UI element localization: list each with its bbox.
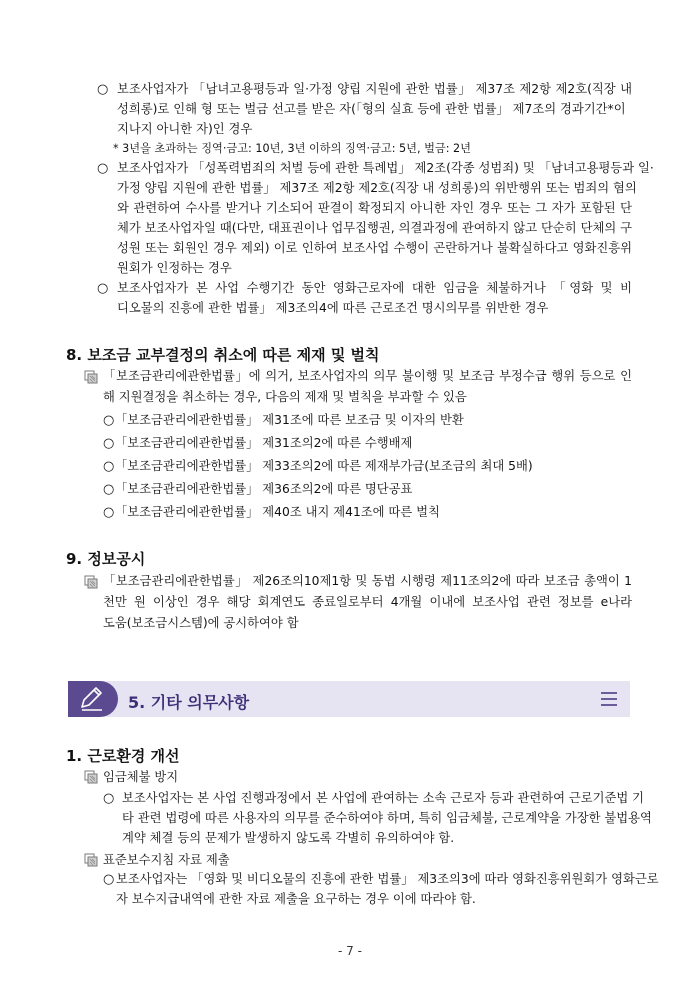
footnote: * 3년을 초과하는 징역·금고: 10년, 3년 이하의 징역·금고: 5년, 벌금: 2년 (113, 142, 471, 155)
section-9-line: 「보조금관리에관한법률」 제26조의10제1항 및 동법 시행령 제11조의2에 따라 보조금 총액이 1 (103, 574, 632, 588)
circle-bullet-icon: ○ (103, 459, 115, 474)
section-8-heading: 8. 보조금 교부결정의 취소에 따른 제재 및 벌칙 (66, 346, 380, 364)
banner-badge (68, 681, 118, 717)
list-item: 「보조금관리에관한법률」 제31조에 따른 보조금 및 이자의 반환 (115, 413, 464, 427)
list-item-line: 가정 양립 지원에 관한 법률」 제37조 제2항 제2호(직장 내 성희롱)의 위반행위 또는 범죄의 혐의 (117, 181, 637, 195)
square-bullet-icon (84, 575, 98, 589)
section-8-lead-line: 해 지원결정을 취소하는 경우, 다음의 제재 및 벌칙을 부과할 수 있음 (103, 390, 467, 404)
pencil-icon (68, 681, 118, 717)
subsection-1-heading: 1. 근로환경 개선 (66, 747, 180, 765)
item-a-line: 타 관련 법령에 따른 사용자의 의무를 준수하여야 하며, 특히 임금체불, 근로계약을 가장한 불법용역 (122, 811, 652, 825)
square-bullet-icon (84, 370, 98, 384)
circle-bullet-icon: ○ (97, 161, 109, 176)
circle-bullet-icon: ○ (103, 505, 115, 520)
item-a-title: 임금체불 방지 (103, 770, 179, 784)
list-item-line: 보조사업자가 「남녀고용평등과 일·가정 양립 지원에 관한 법률」 제37조 제2항 제2호(직장 내 (117, 82, 632, 96)
page-number: - 7 - (338, 944, 362, 958)
list-item-line: 디오물의 진흥에 관한 법률」 제3조의4에 따른 근로조건 명시의무를 위반한 경우 (117, 301, 549, 315)
list-item-line: 성원 또는 회원인 경우 제외) 이로 인하여 보조사업 수행이 곤란하거나 불확실하다고 영화진흥위 (117, 241, 632, 255)
item-b-title: 표준보수지침 자료 제출 (103, 853, 230, 867)
square-bullet-icon (84, 853, 98, 867)
list-item-line: 지나지 아니한 자)인 경우 (117, 122, 253, 136)
list-item: 「보조금관리에관한법률」 제31조의2에 따른 수행배제 (115, 436, 413, 450)
circle-bullet-icon: ○ (103, 791, 115, 806)
square-bullet-icon (84, 770, 98, 784)
item-a-line: 보조사업자는 본 사업 진행과정에서 본 사업에 관여하는 소속 근로자 등과 관련하여 근로기준법 기 (122, 791, 645, 805)
list-item-line: 성희롱)로 인해 형 또는 벌금 선고를 받은 자(「형의 실효 등에 관한 법률」 제7조의 경과기간*이 (117, 102, 626, 116)
list-item-line: 와 관련하여 수사를 받거나 기소되어 판결이 확정되지 아니한 자인 경우 또는 그 자가 포함된 단 (117, 201, 632, 215)
section-9-line: 천만 원 이상인 경우 해당 회계연도 종료일로부터 4개월 이내에 보조사업 관련 정보를 e나라 (103, 595, 632, 609)
menu-icon (600, 690, 618, 708)
circle-bullet-icon: ○ (103, 413, 115, 428)
chapter-banner (68, 681, 630, 717)
list-item-line: 보조사업자가 본 사업 수행기간 동안 영화근로자에 대한 임금을 체불하거나 「영화 및 비 (117, 281, 632, 295)
list-item-line: 원회가 인정하는 경우 (117, 261, 232, 275)
item-a-line: 계약 체결 등의 문제가 발생하지 않도록 각별히 유의하여야 함. (122, 831, 455, 845)
section-9-line: 도움(보조금시스템)에 공시하여야 함 (103, 616, 299, 630)
list-item-line: 보조사업자가 「성폭력범죄의 처벌 등에 관한 특례법」 제2조(각종 성범죄) 및 「남녀고용평등과 일· (117, 161, 654, 175)
banner-title: 5. 기타 의무사항 (128, 693, 250, 712)
item-b-line: 보조사업자는 「영화 및 비디오물의 진흥에 관한 법률」 제3조의3에 따라 영화진흥위원회가 영화근로 (116, 872, 659, 886)
circle-bullet-icon: ○ (97, 82, 109, 97)
list-item: 「보조금관리에관한법률」 제40조 내지 제41조에 따른 벌칙 (115, 505, 440, 519)
list-item-line: 체가 보조사업자일 때(다만, 대표권이나 업무집행권, 의결과정에 관여하지 않고 단순히 단체의 구 (117, 221, 632, 235)
circle-bullet-icon: ○ (97, 281, 109, 296)
item-b-line: 자 보수지급내역에 관한 자료 제출을 요구하는 경우 이에 따라야 함. (116, 892, 476, 906)
circle-bullet-icon: ○ (103, 436, 115, 451)
list-item: 「보조금관리에관한법률」 제36조의2에 따른 명단공표 (115, 482, 413, 496)
circle-bullet-icon: ○ (103, 482, 115, 497)
circle-bullet-icon: ○ (103, 872, 115, 887)
section-8-lead-line: 「보조금관리에관한법률」에 의거, 보조사업자의 의무 불이행 및 보조금 부정수급 행위 등으로 인 (103, 369, 632, 383)
list-item: 「보조금관리에관한법률」 제33조의2에 따른 제재부가금(보조금의 최대 5배) (115, 459, 533, 473)
section-9-heading: 9. 정보공시 (66, 550, 146, 568)
